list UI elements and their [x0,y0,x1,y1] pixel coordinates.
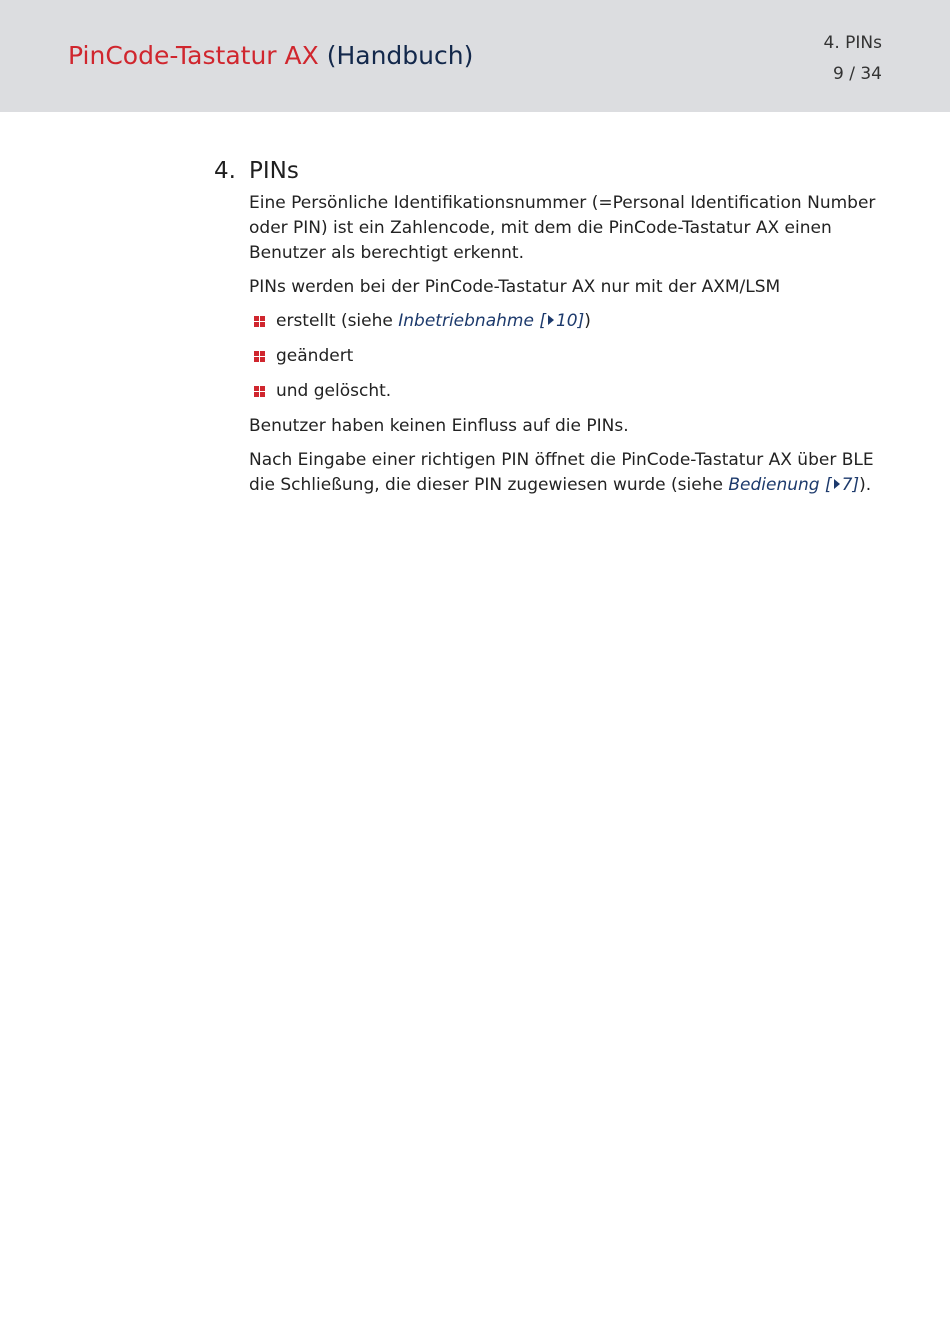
link-page-number: 10 [555,311,578,331]
list-item-text: erstellt (siehe [276,311,399,331]
link-bracket: ] [852,475,860,495]
section-title: PINs [249,158,299,184]
opening-text: Nach Eingabe einer richtigen PIN öffnet die PinCode-Tastatur AX über BLE die Schließung, die dieser PIN zugewiesen wurde (siehe [249,450,874,495]
opening-text-suffix: ). [859,475,872,495]
opening-paragraph [249,448,884,498]
bullet-list [249,309,884,404]
list-item [249,344,884,369]
document-title-subtitle: (Handbuch) [326,41,474,70]
link-bracket: ] [577,311,585,331]
page-number: 9 / 34 [833,64,882,84]
bullet-icon [254,386,265,397]
list-item [249,309,884,334]
document-title-brand: PinCode-Tastatur AX [68,41,319,70]
list-item-text: geändert [276,346,354,366]
managed-paragraph: PINs werden bei der PinCode-Tastatur AX nur mit der AXM/LSM [249,277,781,297]
bullet-icon [254,351,265,362]
section-body [249,191,884,498]
inbetriebnahme-link[interactable] [398,311,584,331]
intro-paragraph: Eine Persönliche Identifikationsnummer (=Personal Identification Number oder PIN) ist ein Zahlencode, mit dem die PinCode-Tastatur AX einen Benutzer als berechtigt erkennt. [249,193,876,263]
no-influence-paragraph: Benutzer haben keinen Einfluss auf die PINs. [249,416,629,436]
list-item [249,379,884,404]
bedienung-link[interactable] [728,475,859,495]
link-text: Inbetriebnahme [ [398,311,546,331]
page-arrow-icon [548,315,554,325]
section-number: 4. [214,158,236,184]
list-item-text-suffix: ) [584,311,591,331]
link-page-number: 7 [841,475,853,495]
bullet-icon [254,316,265,327]
chapter-label: 4. PINs [823,33,882,53]
header-meta [824,28,882,90]
section-heading [214,155,884,187]
page-arrow-icon [834,479,840,489]
link-text: Bedienung [ [728,475,832,495]
list-item-text: und gelöscht. [276,381,392,401]
document-title [68,40,473,72]
page-header [0,0,950,112]
page-content [214,155,884,507]
